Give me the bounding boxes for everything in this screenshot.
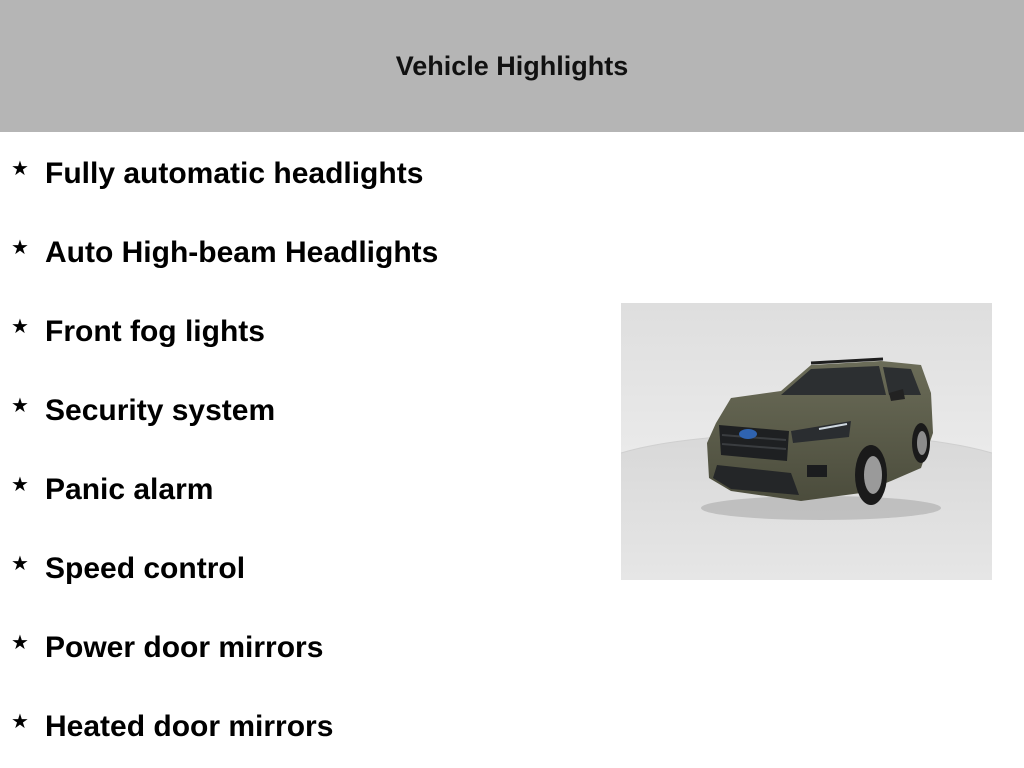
star-icon: ★ [11, 316, 29, 338]
highlight-label: Security system [45, 394, 276, 427]
star-icon: ★ [11, 395, 29, 417]
list-item [0, 686, 600, 765]
highlight-label: Heated door mirrors [45, 710, 334, 743]
star-icon: ★ [11, 158, 29, 180]
list-item [0, 133, 600, 212]
vehicle-photo [621, 303, 992, 580]
star-icon: ★ [11, 474, 29, 496]
list-item [0, 370, 600, 449]
highlight-label: Auto High-beam Headlights [45, 236, 439, 269]
list-item [0, 291, 600, 370]
list-item [0, 212, 600, 291]
star-icon: ★ [11, 237, 29, 259]
star-icon: ★ [11, 711, 29, 733]
suv-illustration [621, 303, 992, 580]
star-icon: ★ [11, 632, 29, 654]
list-item [0, 607, 600, 686]
highlight-label: Speed control [45, 552, 246, 585]
highlight-label: Front fog lights [45, 315, 265, 348]
header-bar [0, 0, 1024, 132]
list-item [0, 528, 600, 607]
list-item [0, 449, 600, 528]
highlight-label: Fully automatic headlights [45, 157, 424, 190]
star-icon: ★ [11, 553, 29, 575]
highlights-list [0, 133, 600, 765]
page-title: Vehicle Highlights [395, 50, 629, 81]
highlight-label: Panic alarm [45, 473, 214, 506]
highlight-label: Power door mirrors [45, 631, 324, 664]
